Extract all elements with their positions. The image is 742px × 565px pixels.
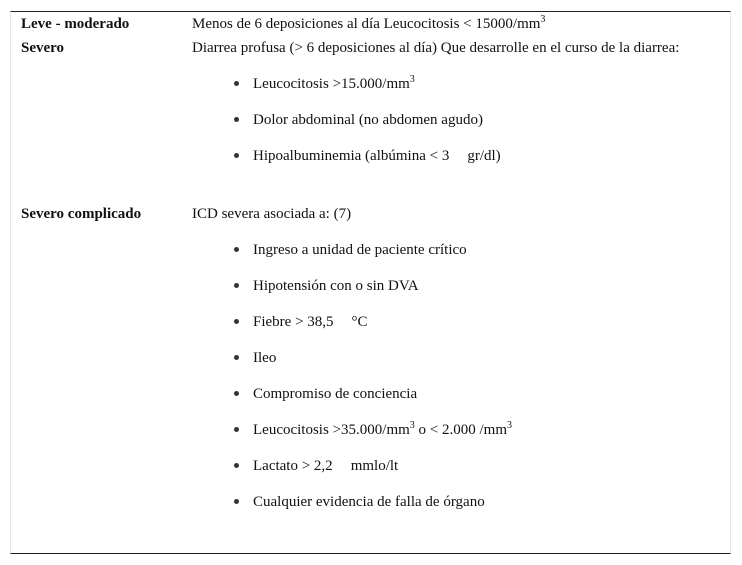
bullet-icon bbox=[234, 247, 239, 252]
bullet-icon bbox=[234, 283, 239, 288]
severity-table: Leve - moderado Menos de 6 deposiciones al día Leucocitosis < $15000/mm^3$ Severo Diarrea profusa (> 6 deposiciones al día) Que desarrolle en el curso de la diarrea: Leucocitosis $>15.000/mm^3$ Dolor abdominal (no abdomen agudo) Hipoalbuminemia (albúmina < 3 gr/dl) Severo complicado ICD severa asociada a: (7) Ingreso a unidad de paciente crítico Hipotensión con o sin DVA Fiebre > 38,5 °C Ileo Compromiso de conciencia Leucocitosis $>35.000/mm^3$ o < 2.000 $/mm^3$ Lactato > 2,2 mmlo/lt Cualquier evidencia de falla de órgano bbox=[10, 11, 731, 554]
bullet-icon bbox=[234, 319, 239, 324]
row-description: ICD severa asociada a: (7) bbox=[192, 206, 352, 222]
row-label: Severo complicado bbox=[21, 206, 142, 222]
row-label: Leve - moderado bbox=[21, 16, 130, 32]
bullet-icon bbox=[234, 427, 239, 432]
bullet-icon bbox=[234, 355, 239, 360]
row-description: Menos de 6 deposiciones al día Leucocitosis < $15000/mm^3$ bbox=[192, 14, 546, 32]
row-description: Diarrea profusa (> 6 deposiciones al día) Que desarrolle en el curso de la diarrea: bbox=[192, 40, 680, 56]
bullet-icon bbox=[234, 499, 239, 504]
bullet-icon bbox=[234, 117, 239, 122]
bullet-icon bbox=[234, 153, 239, 158]
bullet-icon bbox=[234, 81, 239, 86]
row-label: Severo bbox=[21, 40, 65, 56]
bullet-icon bbox=[234, 463, 239, 468]
bullet-icon bbox=[234, 391, 239, 396]
